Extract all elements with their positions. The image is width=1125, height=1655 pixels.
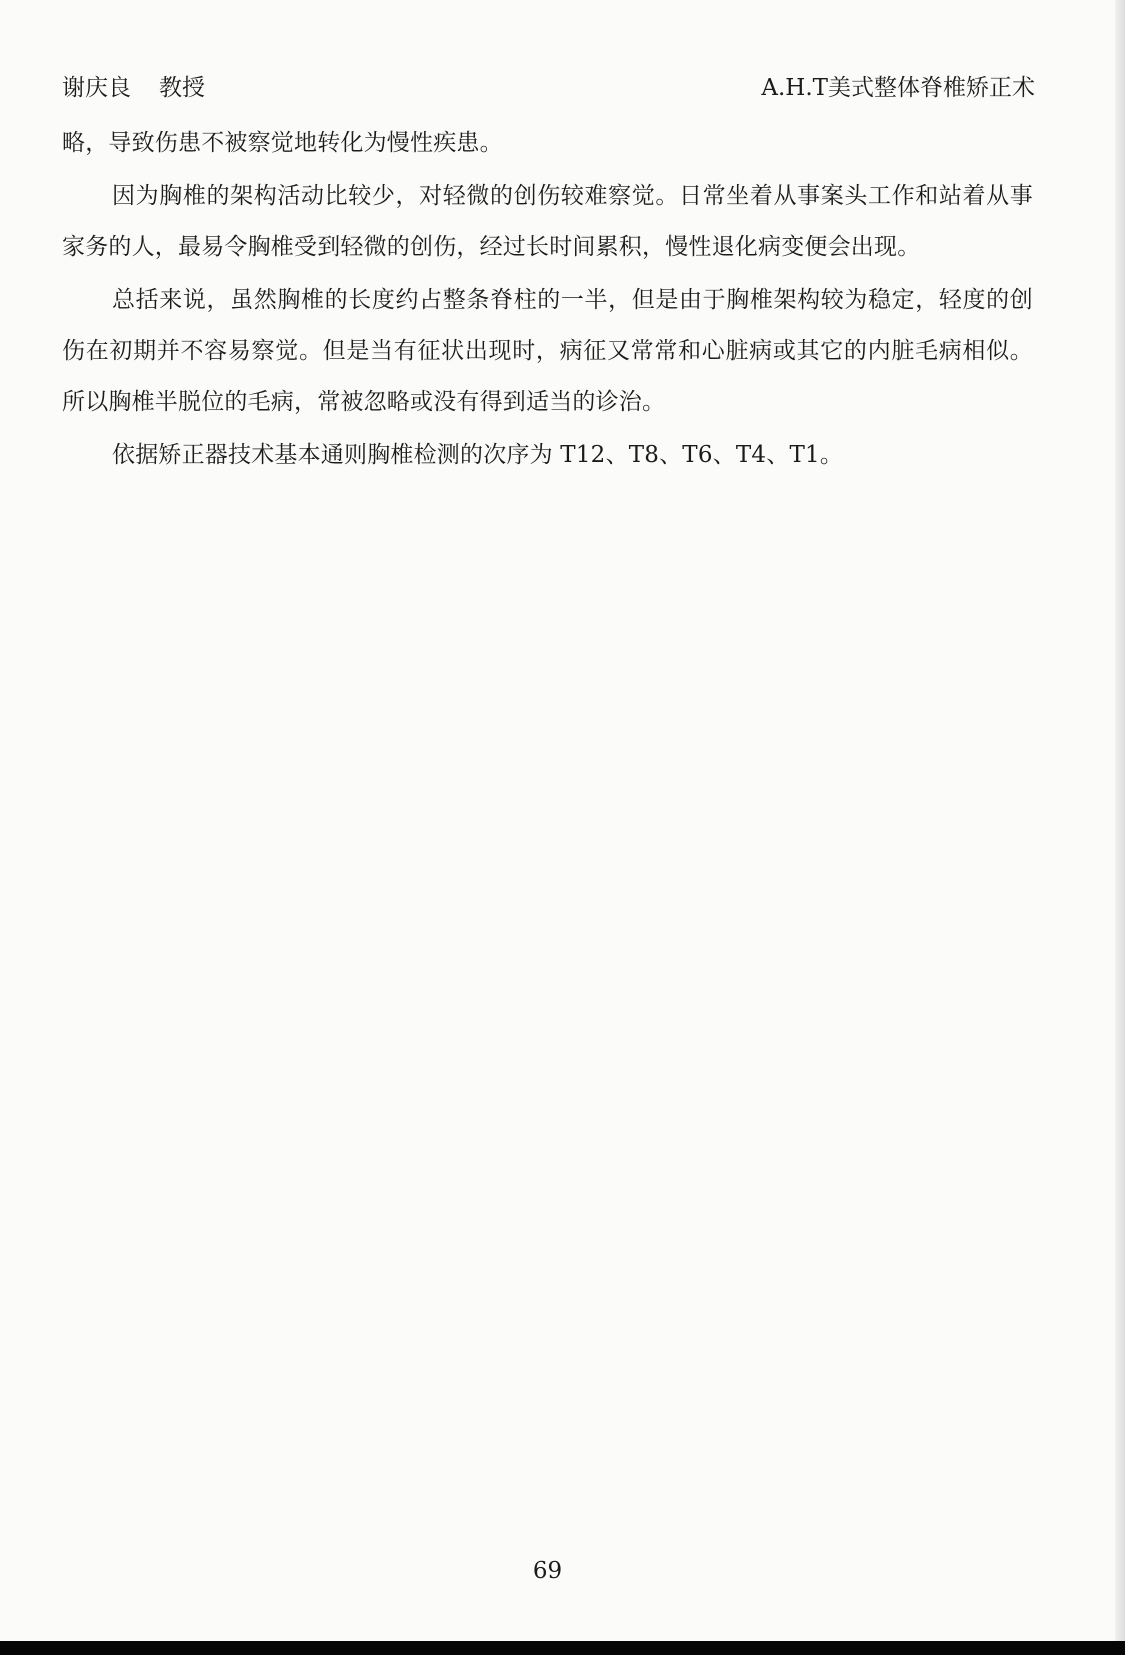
page-edge-shadow	[1115, 0, 1125, 1655]
paragraph: 因为胸椎的架构活动比较少，对轻微的创伤较难察觉。日常坐着从事案头工作和站着从事家务的人，最易令胸椎受到轻微的创伤，经过长时间累积，慢性退化病变便会出现。	[62, 183, 1033, 260]
paragraph: 总括来说，虽然胸椎的长度约占整条脊柱的一半，但是由于胸椎架构较为稳定，轻度的创伤在初期并不容易察觉。但是当有征状出现时，病征又常常和心脏病或其它的内脏毛病相似。所以胸椎半脱位的毛病，常被忽略或没有得到适当的诊治。	[62, 287, 1033, 415]
author-line	[62, 70, 205, 106]
author-name: 谢庆良	[62, 75, 131, 101]
paragraph: 依据矫正器技术基本通则胸椎检测的次序为 T12、T8、T6、T4、T1。	[112, 442, 844, 468]
page-number: 69	[532, 1558, 563, 1584]
body-text	[62, 118, 1033, 483]
scan-bottom-border	[0, 1641, 1125, 1655]
paragraph-continued: 略，导致伤患不被察觉地转化为慢性疾患。	[62, 130, 503, 156]
book-title: A.H.T美式整体脊椎矫正术	[761, 75, 1035, 101]
running-header	[62, 70, 1035, 106]
author-title: 教授	[159, 75, 205, 101]
